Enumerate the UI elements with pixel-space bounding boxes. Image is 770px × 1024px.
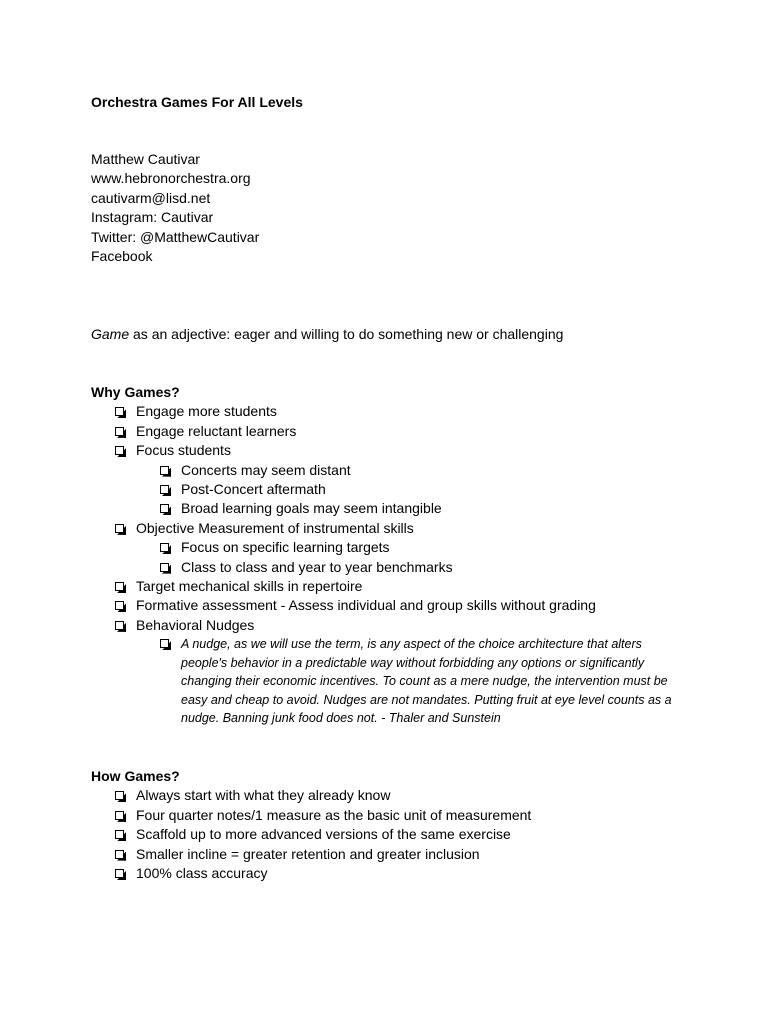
checkbox-bullet-icon (115, 427, 124, 436)
author-name: Matthew Cautivar (91, 151, 200, 167)
list-item (91, 441, 691, 519)
why-games-heading: Why Games? (91, 384, 180, 400)
checkbox-bullet-icon (115, 830, 124, 839)
sub-list-item (91, 480, 691, 499)
checkbox-bullet-icon (115, 446, 124, 455)
list-item (91, 825, 531, 844)
list-item-text: Objective Measurement of instrumental skills (136, 519, 414, 536)
list-item-text: Broad learning goals may seem intangible (181, 500, 442, 517)
definition-text: as an adjective: eager and willing to do something new or challenging (129, 326, 564, 342)
list-item-text: Class to class and year to year benchmarks (181, 558, 453, 575)
sub-list-item (91, 558, 691, 577)
game-definition (91, 325, 563, 344)
list-item-text: Smaller incline = greater retention and greater inclusion (136, 845, 480, 862)
list-item (91, 402, 691, 421)
list-item-text: Behavioral Nudges (136, 616, 255, 633)
sub-list-item (91, 461, 691, 480)
checkbox-bullet-icon (160, 543, 169, 552)
list-item (91, 519, 691, 577)
instagram-handle: Instagram: Cautivar (91, 209, 214, 226)
list-item-text: Target mechanical skills in repertoire (136, 578, 363, 595)
why-games-list (91, 402, 691, 727)
list-item (91, 596, 691, 615)
checkbox-bullet-icon (160, 485, 169, 494)
list-item-text: Post-Concert aftermath (181, 481, 326, 498)
list-item-text: Scaffold up to more advanced versions of the same exercise (136, 826, 511, 843)
list-item-text: 100% class accuracy (136, 865, 268, 882)
checkbox-bullet-icon (115, 791, 124, 800)
checkbox-bullet-icon (115, 582, 124, 591)
list-item (91, 422, 691, 441)
checkbox-bullet-icon (160, 563, 169, 572)
list-item (91, 864, 531, 883)
list-item-text: Four quarter notes/1 measure as the basic unit of measurement (136, 806, 532, 823)
why-games-section (91, 383, 691, 727)
definition-term: Game (91, 326, 130, 342)
list-item (91, 806, 531, 825)
checkbox-bullet-icon (115, 811, 124, 820)
sub-list-item (91, 538, 691, 557)
checkbox-bullet-icon (115, 407, 124, 416)
email-link[interactable]: cautivarm@lisd.net (91, 189, 211, 206)
checkbox-bullet-icon (115, 850, 124, 859)
list-item-text: Formative assessment - Assess individual and group skills without grading (136, 597, 596, 614)
sub-list-item (91, 499, 691, 518)
checkbox-bullet-icon (115, 869, 124, 878)
list-item (91, 786, 531, 805)
list-item (91, 845, 531, 864)
list-item-text: Focus students (136, 442, 231, 459)
list-item-text: Focus on specific learning targets (181, 539, 390, 556)
how-games-list (91, 786, 531, 883)
checkbox-bullet-icon (115, 601, 124, 610)
twitter-handle: Twitter: @MatthewCautivar (91, 228, 260, 245)
list-item-text: Always start with what they already know (136, 787, 391, 804)
list-item (91, 577, 691, 596)
how-games-section (91, 767, 531, 883)
checkbox-bullet-icon (115, 621, 124, 630)
sub-list-item (91, 635, 691, 727)
list-item-text: Concerts may seem distant (181, 461, 351, 478)
list-item-text: Engage reluctant learners (136, 422, 297, 439)
checkbox-bullet-icon (115, 524, 124, 533)
website-link[interactable]: www.hebronorchestra.org (91, 170, 251, 187)
sub-list (136, 538, 691, 577)
checkbox-bullet-icon (160, 504, 169, 513)
document-title: Orchestra Games For All Levels (91, 94, 303, 110)
sub-list (136, 635, 691, 727)
checkbox-bullet-icon (160, 639, 169, 648)
checkbox-bullet-icon (160, 466, 169, 475)
nudge-quote: A nudge, as we will use the term, is any aspect of the choice architecture that alters people's behavior in a predictable way without forbidding any options or significantly changing their economic incentives. To count as a mere nudge, the intervention must be easy and cheap to avoid. Nudges are not mandates. Putting fruit at eye level counts as a nudge. Banning junk food does not. - Thaler and Sunstein (181, 637, 672, 725)
sub-list (136, 461, 691, 519)
contact-block (91, 150, 259, 266)
how-games-heading: How Games? (91, 768, 180, 784)
list-item (91, 616, 691, 727)
facebook-label: Facebook (91, 248, 153, 265)
list-item-text: Engage more students (136, 403, 277, 420)
